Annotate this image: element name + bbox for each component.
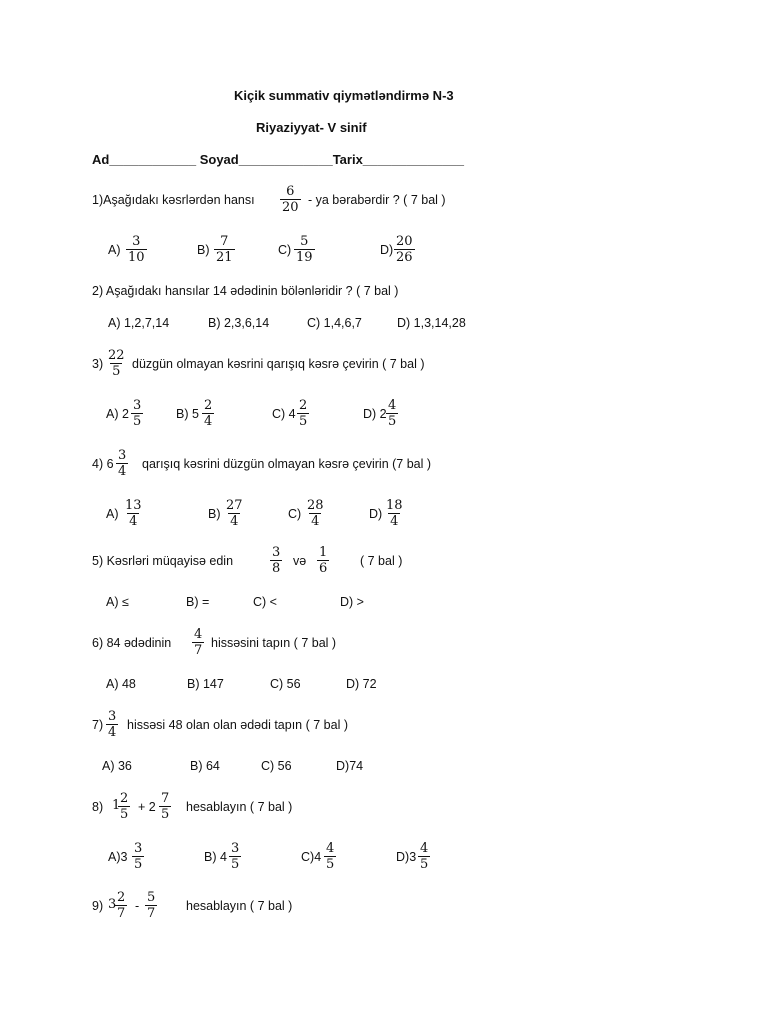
q2-text: 2) Aşağıdakı hansılar 14 ədədinin bölənləridir ? ( 7 bal ): [92, 284, 399, 298]
q6-option-a: A) 48: [106, 677, 136, 691]
q6-points: hissəsini tapın ( 7 bal ): [211, 636, 337, 650]
q8-plus: + 2: [138, 800, 156, 814]
q1-option-b-fraction: $\frac{7}{21}$: [216, 234, 233, 265]
q9-fraction-1: $\frac{2}{7}$: [117, 890, 126, 921]
q8-option-d-fraction: $\frac{4}{5}$: [420, 841, 429, 872]
q7-label: 7): [92, 718, 104, 732]
q1-option-c-label: C): [278, 243, 292, 257]
q4-option-d-label: D): [369, 507, 383, 521]
q4-option-a-label: A): [106, 507, 119, 521]
q8-option-b-label: B) 4: [204, 850, 227, 864]
q3-option-a-fraction: $\frac{3}{5}$: [133, 398, 142, 429]
q1-option-a-label: A): [108, 243, 121, 257]
q7-option-b: B) 64: [190, 759, 220, 773]
q8-option-d-label: D)3: [396, 850, 417, 864]
q9-whole-1: 3: [108, 897, 117, 912]
q4-option-a-fraction: $\frac{13}{4}$: [125, 498, 142, 529]
q3-option-c-label: C) 4: [272, 407, 296, 421]
q1-points: - ya bərabərdir ? ( 7 bal ): [308, 193, 446, 207]
q3-fraction: $\frac{22}{5}$: [108, 348, 125, 379]
q2-option-c: C) 1,4,6,7: [307, 316, 362, 330]
q5-option-c: C) <: [253, 595, 277, 609]
q5-fraction-2: $\frac{1}{6}$: [319, 545, 328, 576]
q8-option-a-fraction: $\frac{3}{5}$: [134, 841, 143, 872]
page-title: Kiçik summativ qiymətləndirmə N-3: [234, 88, 454, 103]
subject-title: Riyaziyyat- V sinif: [256, 120, 367, 135]
q1-option-d-label: D): [380, 243, 394, 257]
q6-option-b: B) 147: [187, 677, 224, 691]
q4-text: qarışıq kəsrini düzgün olmayan kəsrə çevirin (7 bal ): [142, 457, 432, 471]
q4-fraction: $\frac{3}{4}$: [118, 448, 127, 479]
q6-option-c: C) 56: [270, 677, 301, 691]
q3-label: 3): [92, 357, 104, 371]
q1-option-c-fraction: $\frac{5}{19}$: [296, 234, 313, 265]
q8-label: 8): [92, 800, 104, 814]
q8-fraction-1: $\frac{2}{5}$: [120, 791, 129, 822]
q3-text: düzgün olmayan kəsrini qarışıq kəsrə çevirin ( 7 bal ): [132, 357, 425, 371]
q8-option-c-label: C)4: [301, 850, 322, 864]
q9-label: 9): [92, 899, 104, 913]
q5-and: və: [293, 554, 307, 568]
q2-option-a: A) 1,2,7,14: [108, 316, 170, 330]
q3-option-c-fraction: $\frac{2}{5}$: [299, 398, 308, 429]
q4-option-b-fraction: $\frac{27}{4}$: [226, 498, 243, 529]
q5-option-d: D) >: [340, 595, 364, 609]
q3-option-b-label: B) 5: [176, 407, 199, 421]
q5-points: ( 7 bal ): [360, 554, 403, 568]
q8-option-c-fraction: $\frac{4}{5}$: [326, 841, 335, 872]
q5-option-a: A) ≤: [106, 595, 129, 609]
q4-option-c-label: C): [288, 507, 302, 521]
q5-fraction-1: $\frac{3}{8}$: [272, 545, 281, 576]
q4-label: 4) 6: [92, 457, 114, 471]
q1-text: 1)Aşağıdakı kəsrlərdən hansı: [92, 193, 255, 207]
q3-option-b-fraction: $\frac{2}{4}$: [204, 398, 213, 429]
q2-option-d: D) 1,3,14,28: [397, 316, 466, 330]
q9-fraction-2: $\frac{5}{7}$: [147, 890, 156, 921]
q5-text: 5) Kəsrləri müqayisə edin: [92, 554, 234, 568]
q8-whole-1: 1: [112, 798, 121, 813]
q9-text: hesablayın ( 7 bal ): [186, 899, 293, 913]
q1-option-a-fraction: $\frac{3}{10}$: [128, 234, 145, 265]
q3-option-a-label: A) 2: [106, 407, 129, 421]
q1-option-b-label: B): [197, 243, 210, 257]
q8-option-a-label: A)3: [108, 850, 128, 864]
q7-fraction: $\frac{3}{4}$: [108, 709, 117, 740]
q3-option-d-fraction: $\frac{4}{5}$: [388, 398, 397, 429]
q1-fraction: $\frac{6}{20}$: [282, 184, 299, 215]
q2-option-b: B) 2,3,6,14: [208, 316, 270, 330]
q6-option-d: D) 72: [346, 677, 377, 691]
q3-option-d-label: D) 2: [363, 407, 387, 421]
q4-option-d-fraction: $\frac{18}{4}$: [386, 498, 403, 529]
q7-text: hissəsi 48 olan olan ədədi tapın ( 7 bal ): [127, 718, 348, 732]
q9-minus: -: [135, 899, 140, 913]
q8-option-b-fraction: $\frac{3}{5}$: [231, 841, 240, 872]
q7-option-d: D)74: [336, 759, 364, 773]
q4-option-b-label: B): [208, 507, 221, 521]
q6-text: 6) 84 ədədinin: [92, 636, 172, 650]
q7-option-c: C) 56: [261, 759, 292, 773]
q4-option-c-fraction: $\frac{28}{4}$: [307, 498, 324, 529]
q7-option-a: A) 36: [102, 759, 132, 773]
q8-text: hesablayın ( 7 bal ): [186, 800, 293, 814]
q1-option-d-fraction: $\frac{20}{26}$: [396, 234, 413, 265]
q8-fraction-2: $\frac{7}{5}$: [161, 791, 170, 822]
student-fields: Ad____________ Soyad_____________Tarix______________: [92, 152, 465, 167]
q5-option-b: B) =: [186, 595, 210, 609]
q6-fraction: $\frac{4}{7}$: [194, 627, 203, 658]
